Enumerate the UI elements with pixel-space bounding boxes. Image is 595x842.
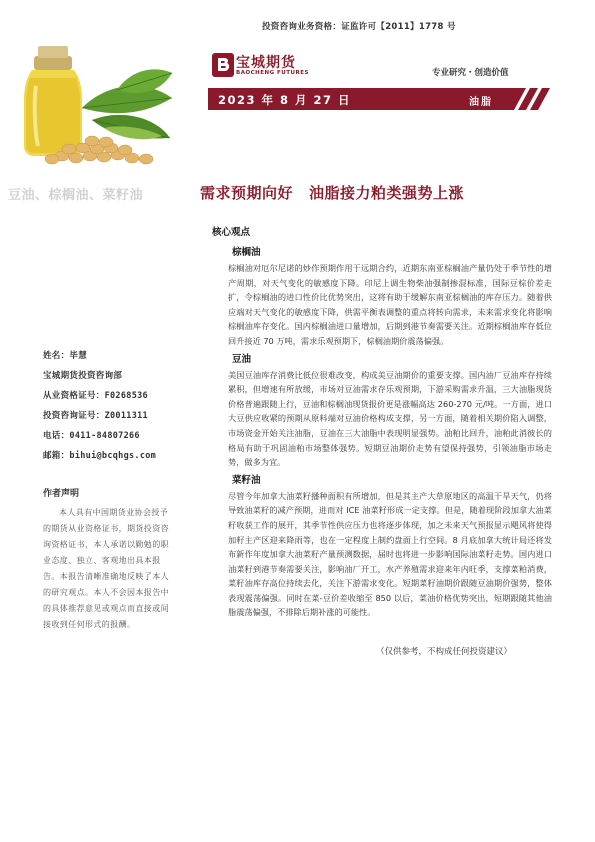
declaration-heading: 作者声明 [43, 489, 80, 499]
license-text: 投资咨询业务资格：证监许可【2011】1778 号 [262, 22, 456, 32]
author-license-f: 从业资格证号：F0268536 [43, 391, 148, 401]
commodity-title: 豆油、棕榈油、菜籽油 [8, 188, 144, 203]
author-org: 宝城期货投资咨询部 [43, 371, 123, 381]
key-points-heading: 核心观点 [212, 227, 251, 238]
oil-bottle-illustration [22, 38, 185, 166]
author-license-z: 投资咨询证号：Z0011311 [43, 411, 148, 421]
section-heading-palm-oil: 棕榈油 [232, 247, 261, 258]
slogan: 专业研究・创造价值 [432, 68, 509, 78]
report-content [228, 246, 552, 624]
hero-image-oil-soybeans [22, 38, 185, 166]
section-heading-rapeseed-oil: 菜籽油 [232, 474, 261, 486]
author-sidebar [43, 350, 175, 633]
date-banner [208, 88, 553, 110]
report-category: 油脂 [469, 97, 493, 108]
report-title-part1: 需求预期向好 [200, 184, 294, 202]
disclaimer: （仅供参考，不构成任何投资建议） [376, 647, 513, 657]
report-date: 2023 年 8 月 27 日 [218, 93, 352, 107]
logo-mark-icon [212, 53, 234, 77]
author-phone: 电话：0411-84807266 [43, 431, 140, 441]
declaration-body: 本人具有中国期货业协会授予的期货从业资格证书，期货投资咨询资格证书，本人承诺以勤勉的职业态度、独立、客观地出具本报告。本报告清晰准确地反映了本人的研究观点。本人不会因本报告中的具体推荐意见或观点而直接或间接收到任何形式的报酬。 [43, 508, 169, 629]
logo-name-en: BAOCHENG FUTURES [236, 70, 309, 76]
company-logo [212, 52, 332, 80]
section-body-soybean-oil: 美国豆油库存消费比低位很难改变，构成美豆油期价的重要支撑。国内油厂豆油库存持续累积，但增速有所放缓，市场对豆油需求存乐观预期，下游采购需求升温，三大油脂现货价格普遍跟随上行，豆油和棕榈油现货报价更是涨幅高达 260-270 元/吨。一方面，进口大豆供应收紧的预期从原料端对豆油价格构成支撑，另一方面，随着相关期价陷入调整，市场资金开始关注油脂，豆油在三大油脂中表现明显强势。油粕比回升，油粕此消彼长的格局有助于巩固油粕市场整体强势。短期豆油期价走势有望保持强势，引领油脂市场走势，做多为宜。 [228, 369, 552, 468]
section-body-palm-oil: 棕榈油对厄尔尼诺的炒作预期作用于远期合约，近期东南亚棕榈油产量仍处于季节性的增产周期，对天气变化的敏感度下降。印尼上调生物柴油强制掺混标准，国际豆棕价差走扩，令棕榈油的进口性价比优势突出，这将有助于缓解东南亚棕榈油的库存压力。随着供应端对天气变化的敏感度下降，供需平衡表调整的重点将转向需求，未来需求变化将影响棕榈油库存变化。国内棕榈油进口量增加，后期到港节奏需要关注。近期棕榈油库存低位回升接近 70 万吨，需求乐观预期下，棕榈油期价震荡偏强。 [228, 263, 552, 346]
author-name: 姓名：毕慧 [43, 351, 88, 361]
report-title [200, 182, 464, 203]
author-email: 邮箱：bihui@bcqhgs.com [43, 451, 157, 461]
logo-name-cn: 宝城期货 [236, 55, 296, 71]
section-heading-soybean-oil: 豆油 [232, 353, 252, 365]
section-body-rapeseed-oil: 尽管今年加拿大油菜籽播种面积有所增加，但是其主产大草原地区的高温干旱天气，仍将导致油菜籽的减产预期，进而对 ICE 油菜籽形成一定支撑。但是，随着现阶段加拿大油菜籽收获工作的展开，其季节性供应压力也将逐步体现，加之未来天气预报显示飓风将使得加籽主产区迎来降雨等，也在一定程度上制约盘面上行空间。8 月底加拿大统计局还将发布新作年度加拿大油菜籽产量预测数据，届时也将进一步影响国际油菜籽走势。国内进口油菜籽到港节奏需要关注，影响油厂开工，水产养殖需求迎来年内旺季，支撑菜粕消费，菜籽油库存高位持续去化，关注下游需求变化。短期菜籽油期价跟随豆油期价强势，整体表现震荡偏强。同时在菜-豆价差收缩至 850 以后，菜油价格优势突出，短期跟随其他油脂震荡偏强，不排除后期补涨的可能性。 [228, 490, 552, 618]
report-title-part2: 油脂接力粕类强势上涨 [309, 184, 465, 202]
